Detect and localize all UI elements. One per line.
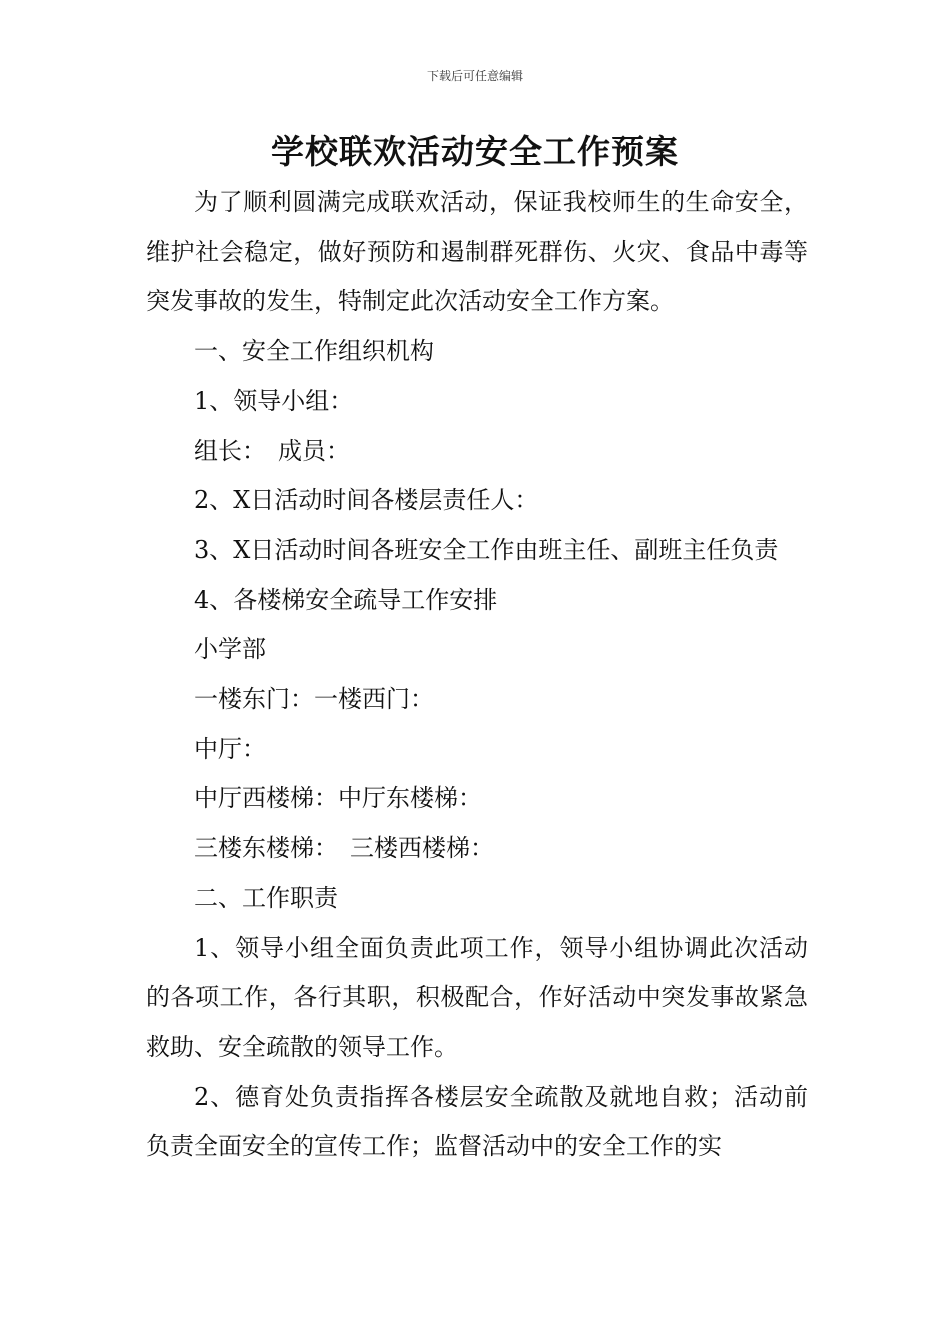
list-item-middle-hall-stairs: 中厅西楼梯：中厅东楼梯： [194,784,482,813]
header-note: 下载后可任意编辑 [426,69,523,83]
document-body [146,178,808,1172]
list-item-class-responsible: 3、X日活动时间各班安全工作由班主任、副班主任负责 [194,535,779,564]
paragraph-duty-1: 1、领导小组全面负责此项工作，领导小组协调此次活动的各项工作，各行其职，积极配合，作好活动中突发事故紧急救助、安全疏散的领导工作。 [146,933,808,1061]
list-item-third-floor-stairs: 三楼东楼梯： 三楼西楼梯： [194,834,494,863]
paragraph-intro: 为了顺利圆满完成联欢活动，保证我校师生的生命安全，维护社会稳定，做好预防和遏制群死群伤、火灾、食品中毒等突发事故的发生，特制定此次活动安全工作方案。 [146,188,808,316]
document-title: 学校联欢活动安全工作预案 [271,132,679,171]
section-heading-duties: 二、工作职责 [194,883,338,912]
list-item-floor-responsible: 2、X日活动时间各楼层责任人： [194,486,539,515]
section-heading-organization: 一、安全工作组织机构 [194,337,434,366]
list-item-first-floor-doors: 一楼东门：一楼西门： [194,685,434,714]
list-item-stairs-arrangement: 4、各楼梯安全疏导工作安排 [194,585,498,614]
list-item-middle-hall: 中厅： [194,734,266,763]
list-item-leadership-group: 1、领导小组： [194,386,354,415]
list-item-leader-members: 组长： 成员： [194,436,350,465]
list-item-primary-school: 小学部 [194,635,266,664]
paragraph-duty-2: 2、德育处负责指挥各楼层安全疏散及就地自救；活动前负责全面安全的宣传工作；监督活动中的安全工作的实 [146,1082,808,1161]
